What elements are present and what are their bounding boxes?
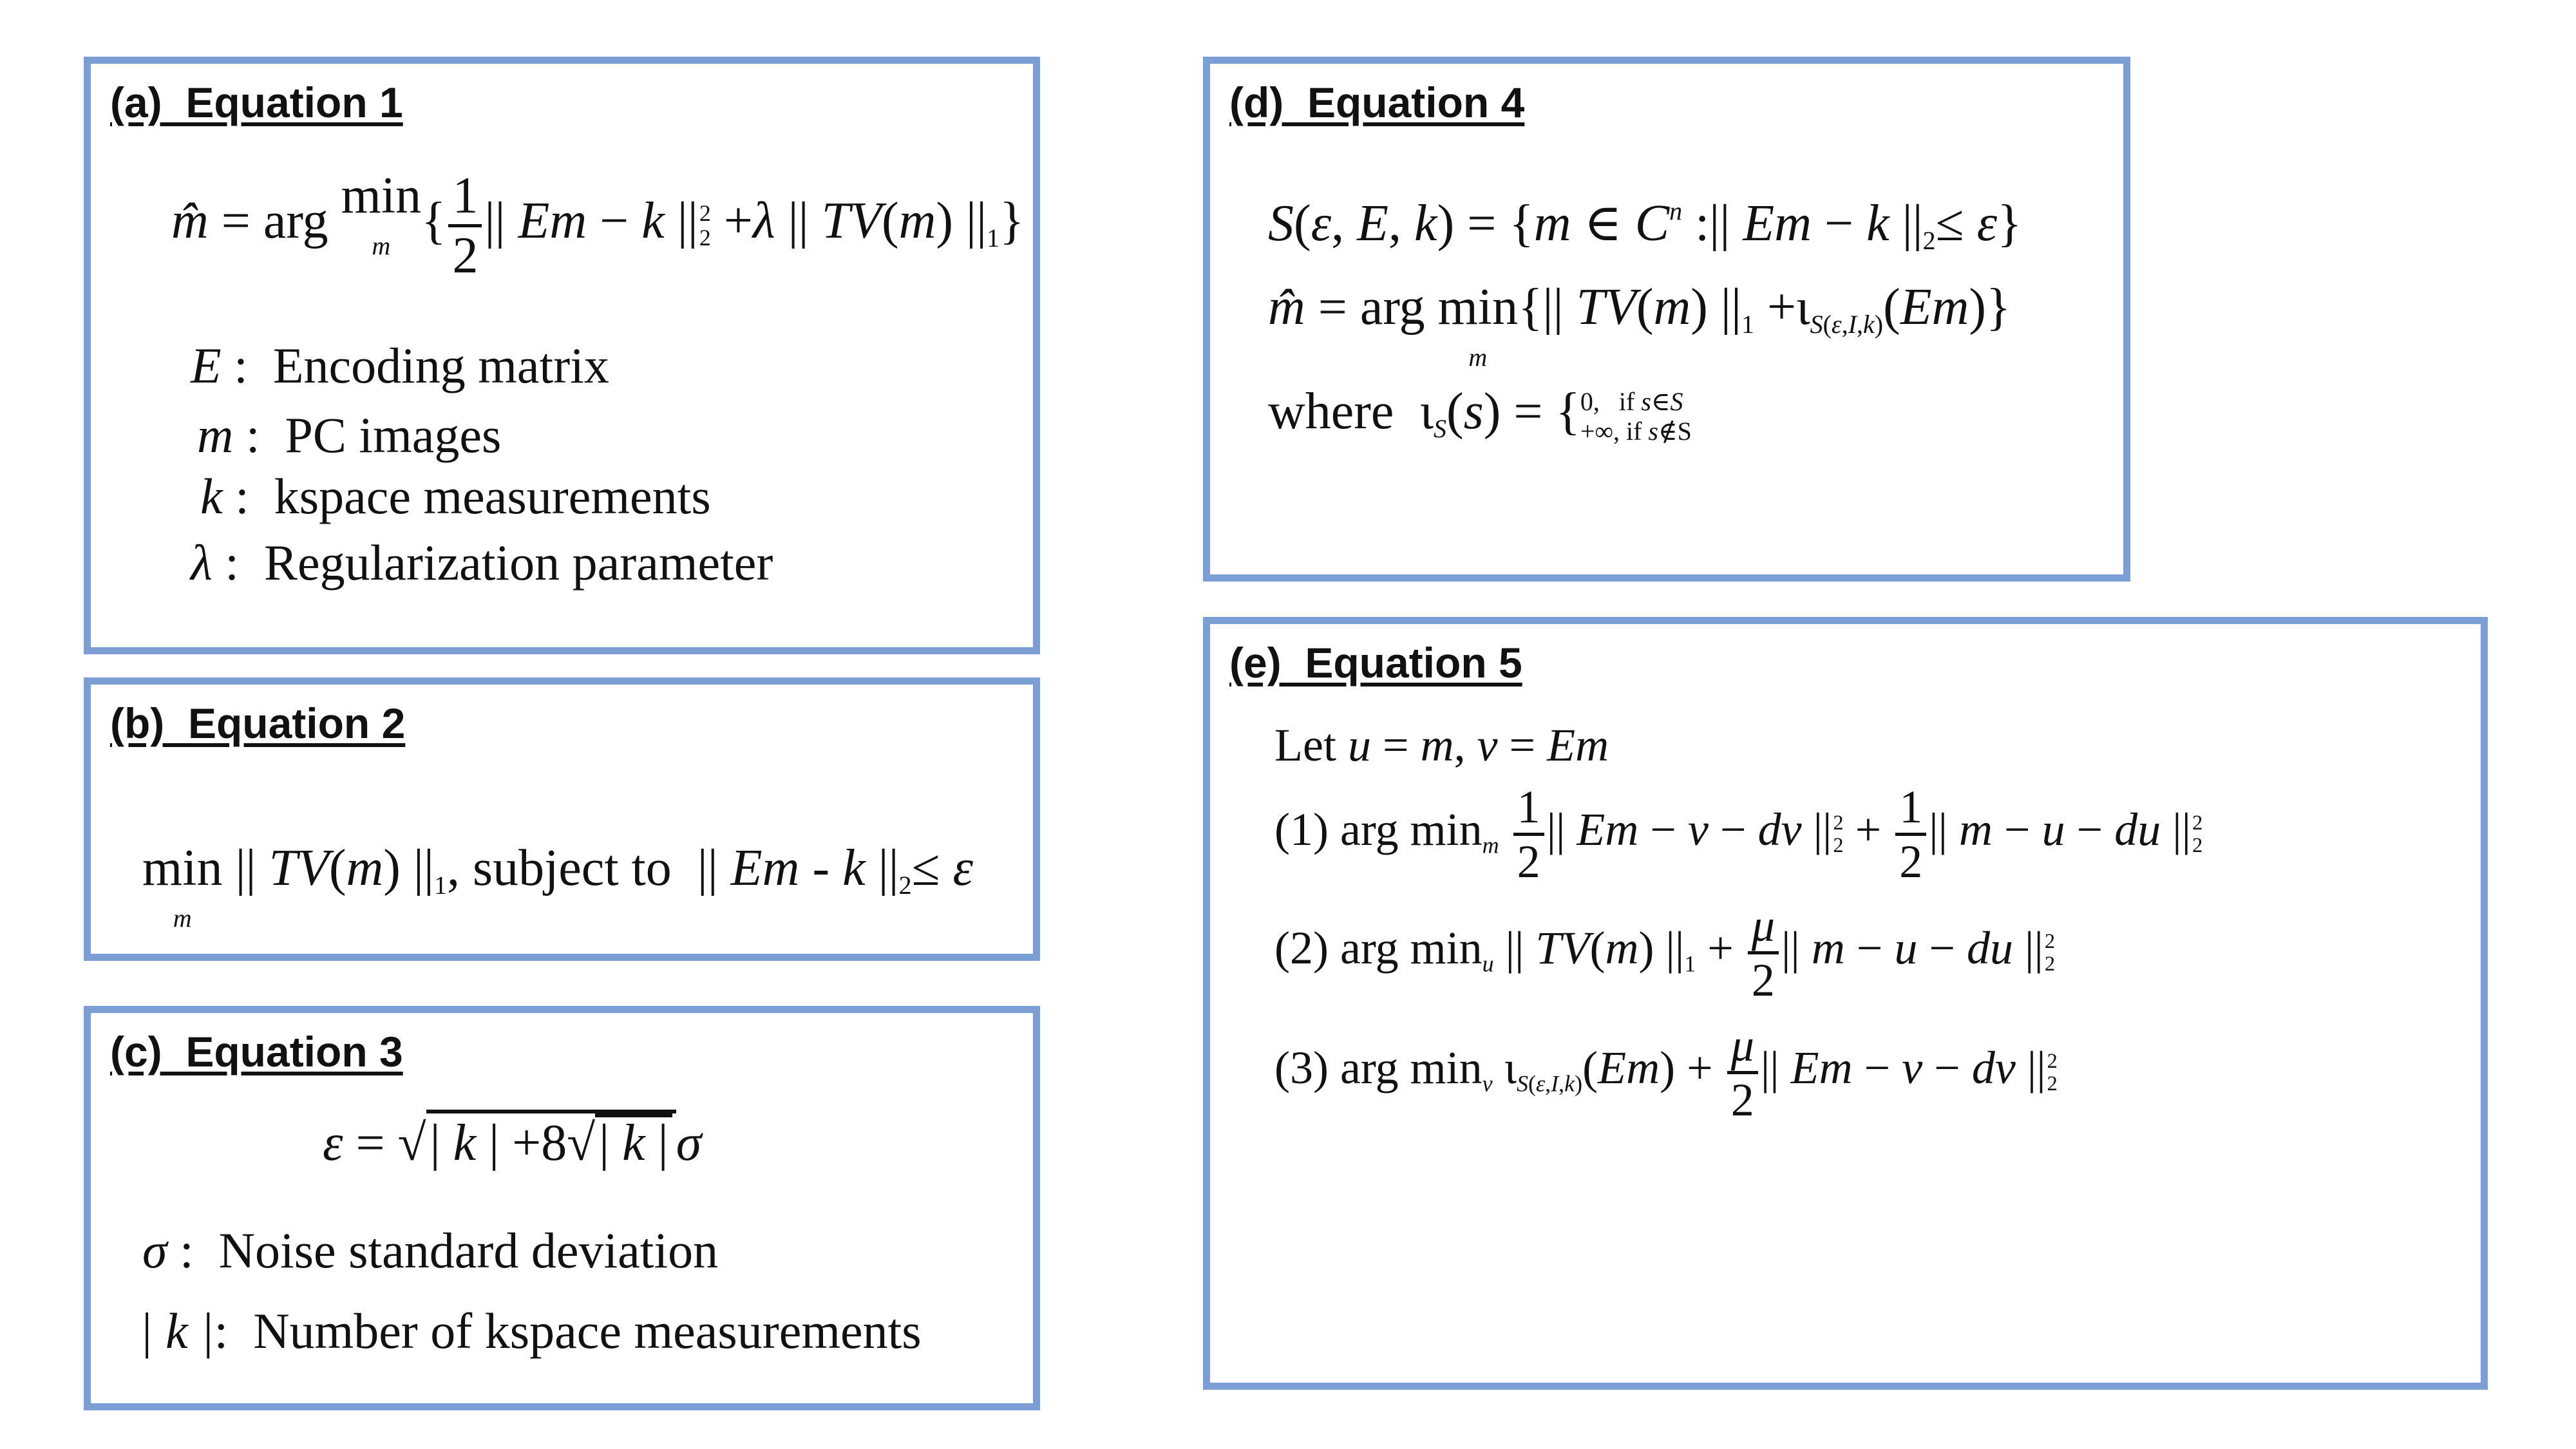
panel-d xyxy=(1203,57,2130,582)
equation-5-let: Let u = m, v = Em xyxy=(1274,719,1609,771)
def-abs-k: | k |: Number of kspace measurements xyxy=(139,1303,922,1359)
panel-c-title: (c) Equation 3 xyxy=(110,1028,403,1075)
panel-b xyxy=(84,677,1040,961)
equation-5-step3: (3) arg $\min_v \iota_{S(\varepsilon,I,k)}(Em)$ + $\frac{\mu}{2}$ || Em − v − dv || 2 2 xyxy=(1274,1019,2058,1126)
equation-1: m̂ = arg min m { $\frac{1}{2}$ || Em − k || 2 2 +λ || TV(m) $||_1$} xyxy=(171,167,1025,284)
panel-a xyxy=(84,57,1040,654)
def-k: k : kspace measurements xyxy=(200,468,711,524)
equation-3: ε = √| k | +8√| k | σ xyxy=(323,1110,701,1169)
equation-4-set: S(ε, E, k) = {m ∈ $C^n$ :|| Em − k $||_2\le \varepsilon$} xyxy=(1268,195,2022,255)
panel-e xyxy=(1203,617,2488,1390)
def-e: E : Encoding matrix xyxy=(191,337,609,393)
panel-e-title: (e) Equation 5 xyxy=(1229,639,1522,687)
panel-a-title: (a) Equation 1 xyxy=(110,79,403,126)
equation-2: min m || TV(m) $||_1$, subject to || Em - k $||_2\le \varepsilon$ xyxy=(142,840,974,933)
def-lambda: λ : Regularization parameter xyxy=(191,535,773,591)
equation-4-min: m̂ = arg min m {|| TV(m) $||_1 +\iota_{S(\varepsilon,I,k)}(Em)$} xyxy=(1268,279,2011,372)
equation-5-step1: (1) arg $\min_m$ $\frac{1}{2}$ || Em − v − dv || 2 2 + $\frac{1}{2}$ || m − u − du || 2 2 xyxy=(1274,781,2203,887)
panel-b-title: (b) Equation 2 xyxy=(110,699,406,747)
panel-d-title: (d) Equation 4 xyxy=(1229,79,1525,126)
equation-5-step2: (2) arg $\min_u$ || TV(m) $||_1$ + $\frac{\mu}{2}$ || m − u − du || 2 2 xyxy=(1274,900,2056,1006)
def-sigma: σ : Noise standard deviation xyxy=(142,1222,719,1278)
def-m: m : PC images xyxy=(197,407,502,463)
panel-c xyxy=(84,1006,1040,1410)
equation-4-where: where $\iota_S(s)$ = { 0, if s∈S +∞, if s∉S xyxy=(1268,383,1692,446)
